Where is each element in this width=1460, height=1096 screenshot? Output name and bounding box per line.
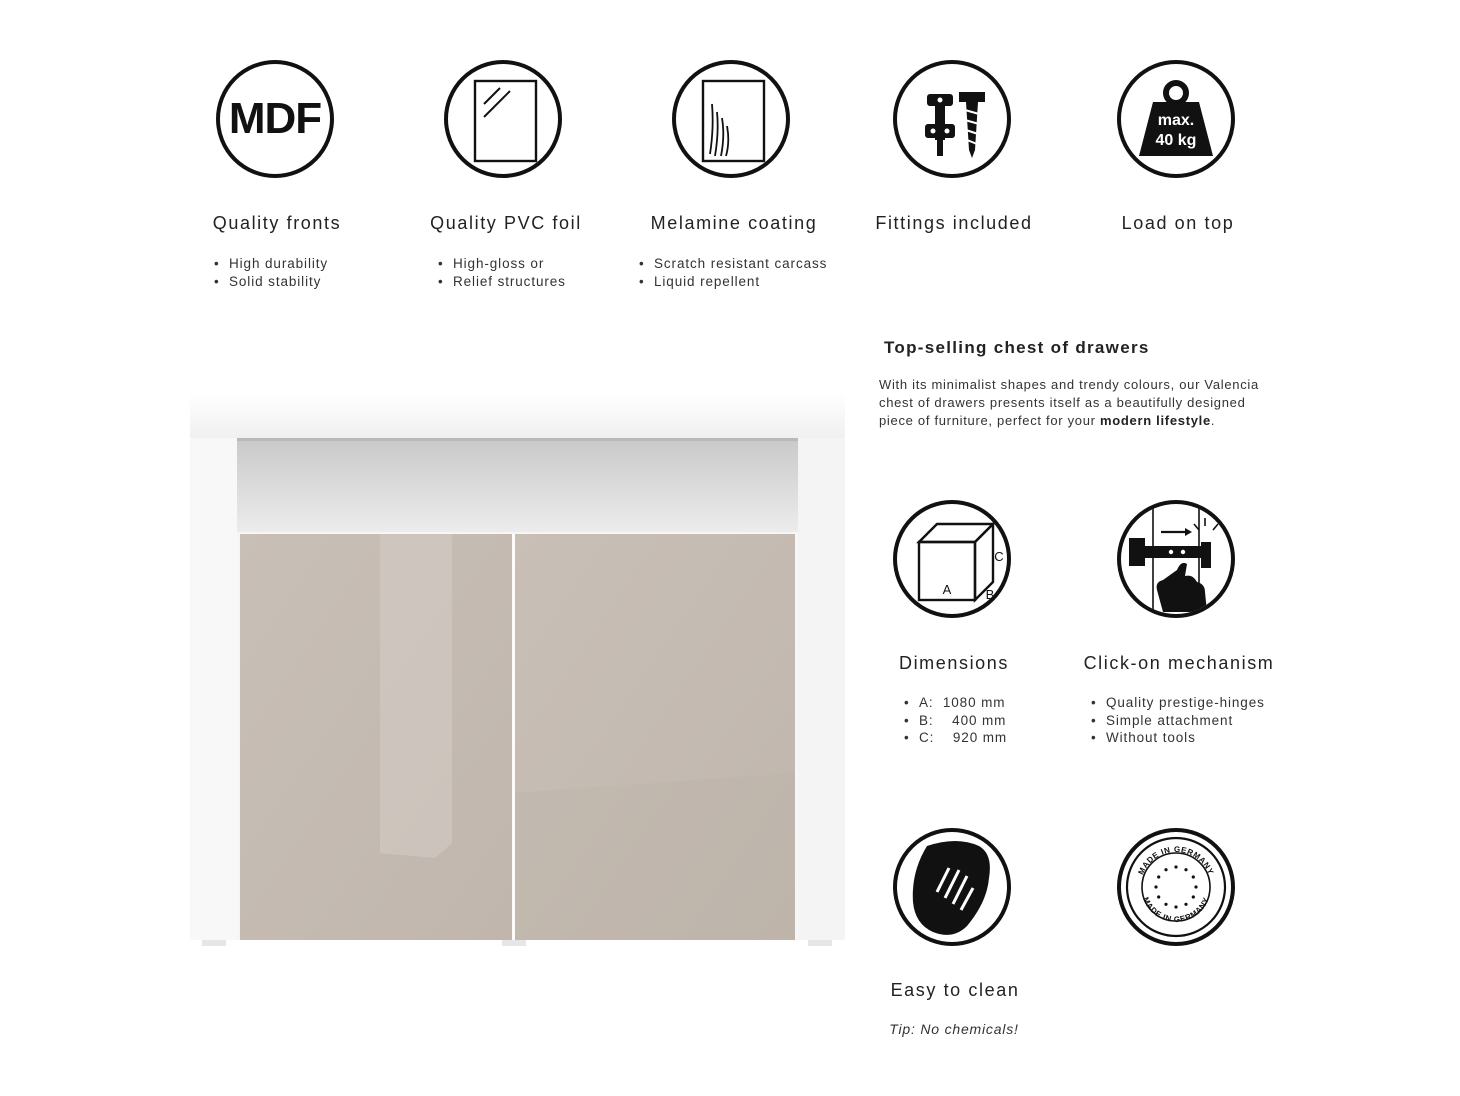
mdf-icon-text: MDF <box>228 94 322 143</box>
svg-text:MADE IN GERMANY <box>1141 896 1211 924</box>
bullets-quality-fronts <box>214 255 328 290</box>
weight-icon <box>1117 60 1235 178</box>
bullet-item: • High-gloss or <box>438 255 566 273</box>
made-in-germany-seal-icon <box>1117 828 1235 946</box>
scratch-panel-icon <box>672 60 790 178</box>
hinge-screw-icon <box>893 60 1011 178</box>
feature-title-easy-clean: Easy to clean <box>890 980 1020 1000</box>
weight-icon-text-2: 40 kg <box>1155 132 1197 149</box>
description-end: . <box>1210 412 1216 428</box>
bullet-item: • C: 920 mm <box>904 729 1007 747</box>
description-bold: modern lifestyle <box>1100 412 1211 428</box>
bullet-item: • Scratch resistant carcass <box>639 255 827 273</box>
dimension-label-b: B <box>985 587 995 602</box>
svg-text:MADE IN GERMANY <box>1137 845 1216 876</box>
seal-text-bottom: MADE IN GERMANY <box>1141 895 1211 925</box>
feature-title-load: Load on top <box>1121 213 1235 233</box>
headline: Top-selling chest of drawers <box>884 338 1150 357</box>
feature-title-dimensions: Dimensions <box>898 653 1010 673</box>
tip-text: Tip: No chemicals! <box>889 1021 1019 1037</box>
bullet-item: • Solid stability <box>214 273 328 291</box>
dimension-label-c: C <box>994 549 1004 564</box>
product-image-chest-of-drawers <box>190 393 845 948</box>
bullet-item: • Quality prestige-hinges <box>1091 694 1265 712</box>
dimension-label-a: A <box>942 582 952 597</box>
feature-title-fittings: Fittings included <box>875 213 1033 233</box>
glass-panel-icon <box>444 60 562 178</box>
bullet-item: • Simple attachment <box>1091 712 1265 730</box>
bullet-item: • Liquid repellent <box>639 273 827 291</box>
bullets-pvc-foil <box>438 255 566 290</box>
bullet-item: • Relief structures <box>438 273 566 291</box>
description-text: With its minimalist shapes and trendy colours, our Valencia chest of drawers presents itself as a beautifully designed piece of furniture, perfect for your <box>879 377 1259 428</box>
feature-title-melamine: Melamine coating <box>650 213 818 233</box>
mdf-icon <box>216 60 334 178</box>
cleaning-hand-icon <box>893 828 1011 946</box>
bullets-click-on <box>1091 694 1265 747</box>
bullets-melamine <box>639 255 827 290</box>
weight-icon-text-1: max. <box>1157 112 1195 129</box>
bullet-item: • Without tools <box>1091 729 1265 747</box>
bullet-item: • B: 400 mm <box>904 712 1007 730</box>
feature-title-quality-fronts: Quality fronts <box>212 213 342 233</box>
feature-title-pvc-foil: Quality PVC foil <box>430 213 582 233</box>
bullets-dimensions <box>904 694 1007 747</box>
bullet-item: • A: 1080 mm <box>904 694 1007 712</box>
seal-text-top: MADE IN GERMANY <box>1136 844 1216 877</box>
description-paragraph <box>879 376 1279 429</box>
click-hinge-icon <box>1117 500 1235 618</box>
bullet-item: • High durability <box>214 255 328 273</box>
dimensions-cube-icon <box>893 500 1011 618</box>
feature-title-click-on: Click-on mechanism <box>1083 653 1275 673</box>
